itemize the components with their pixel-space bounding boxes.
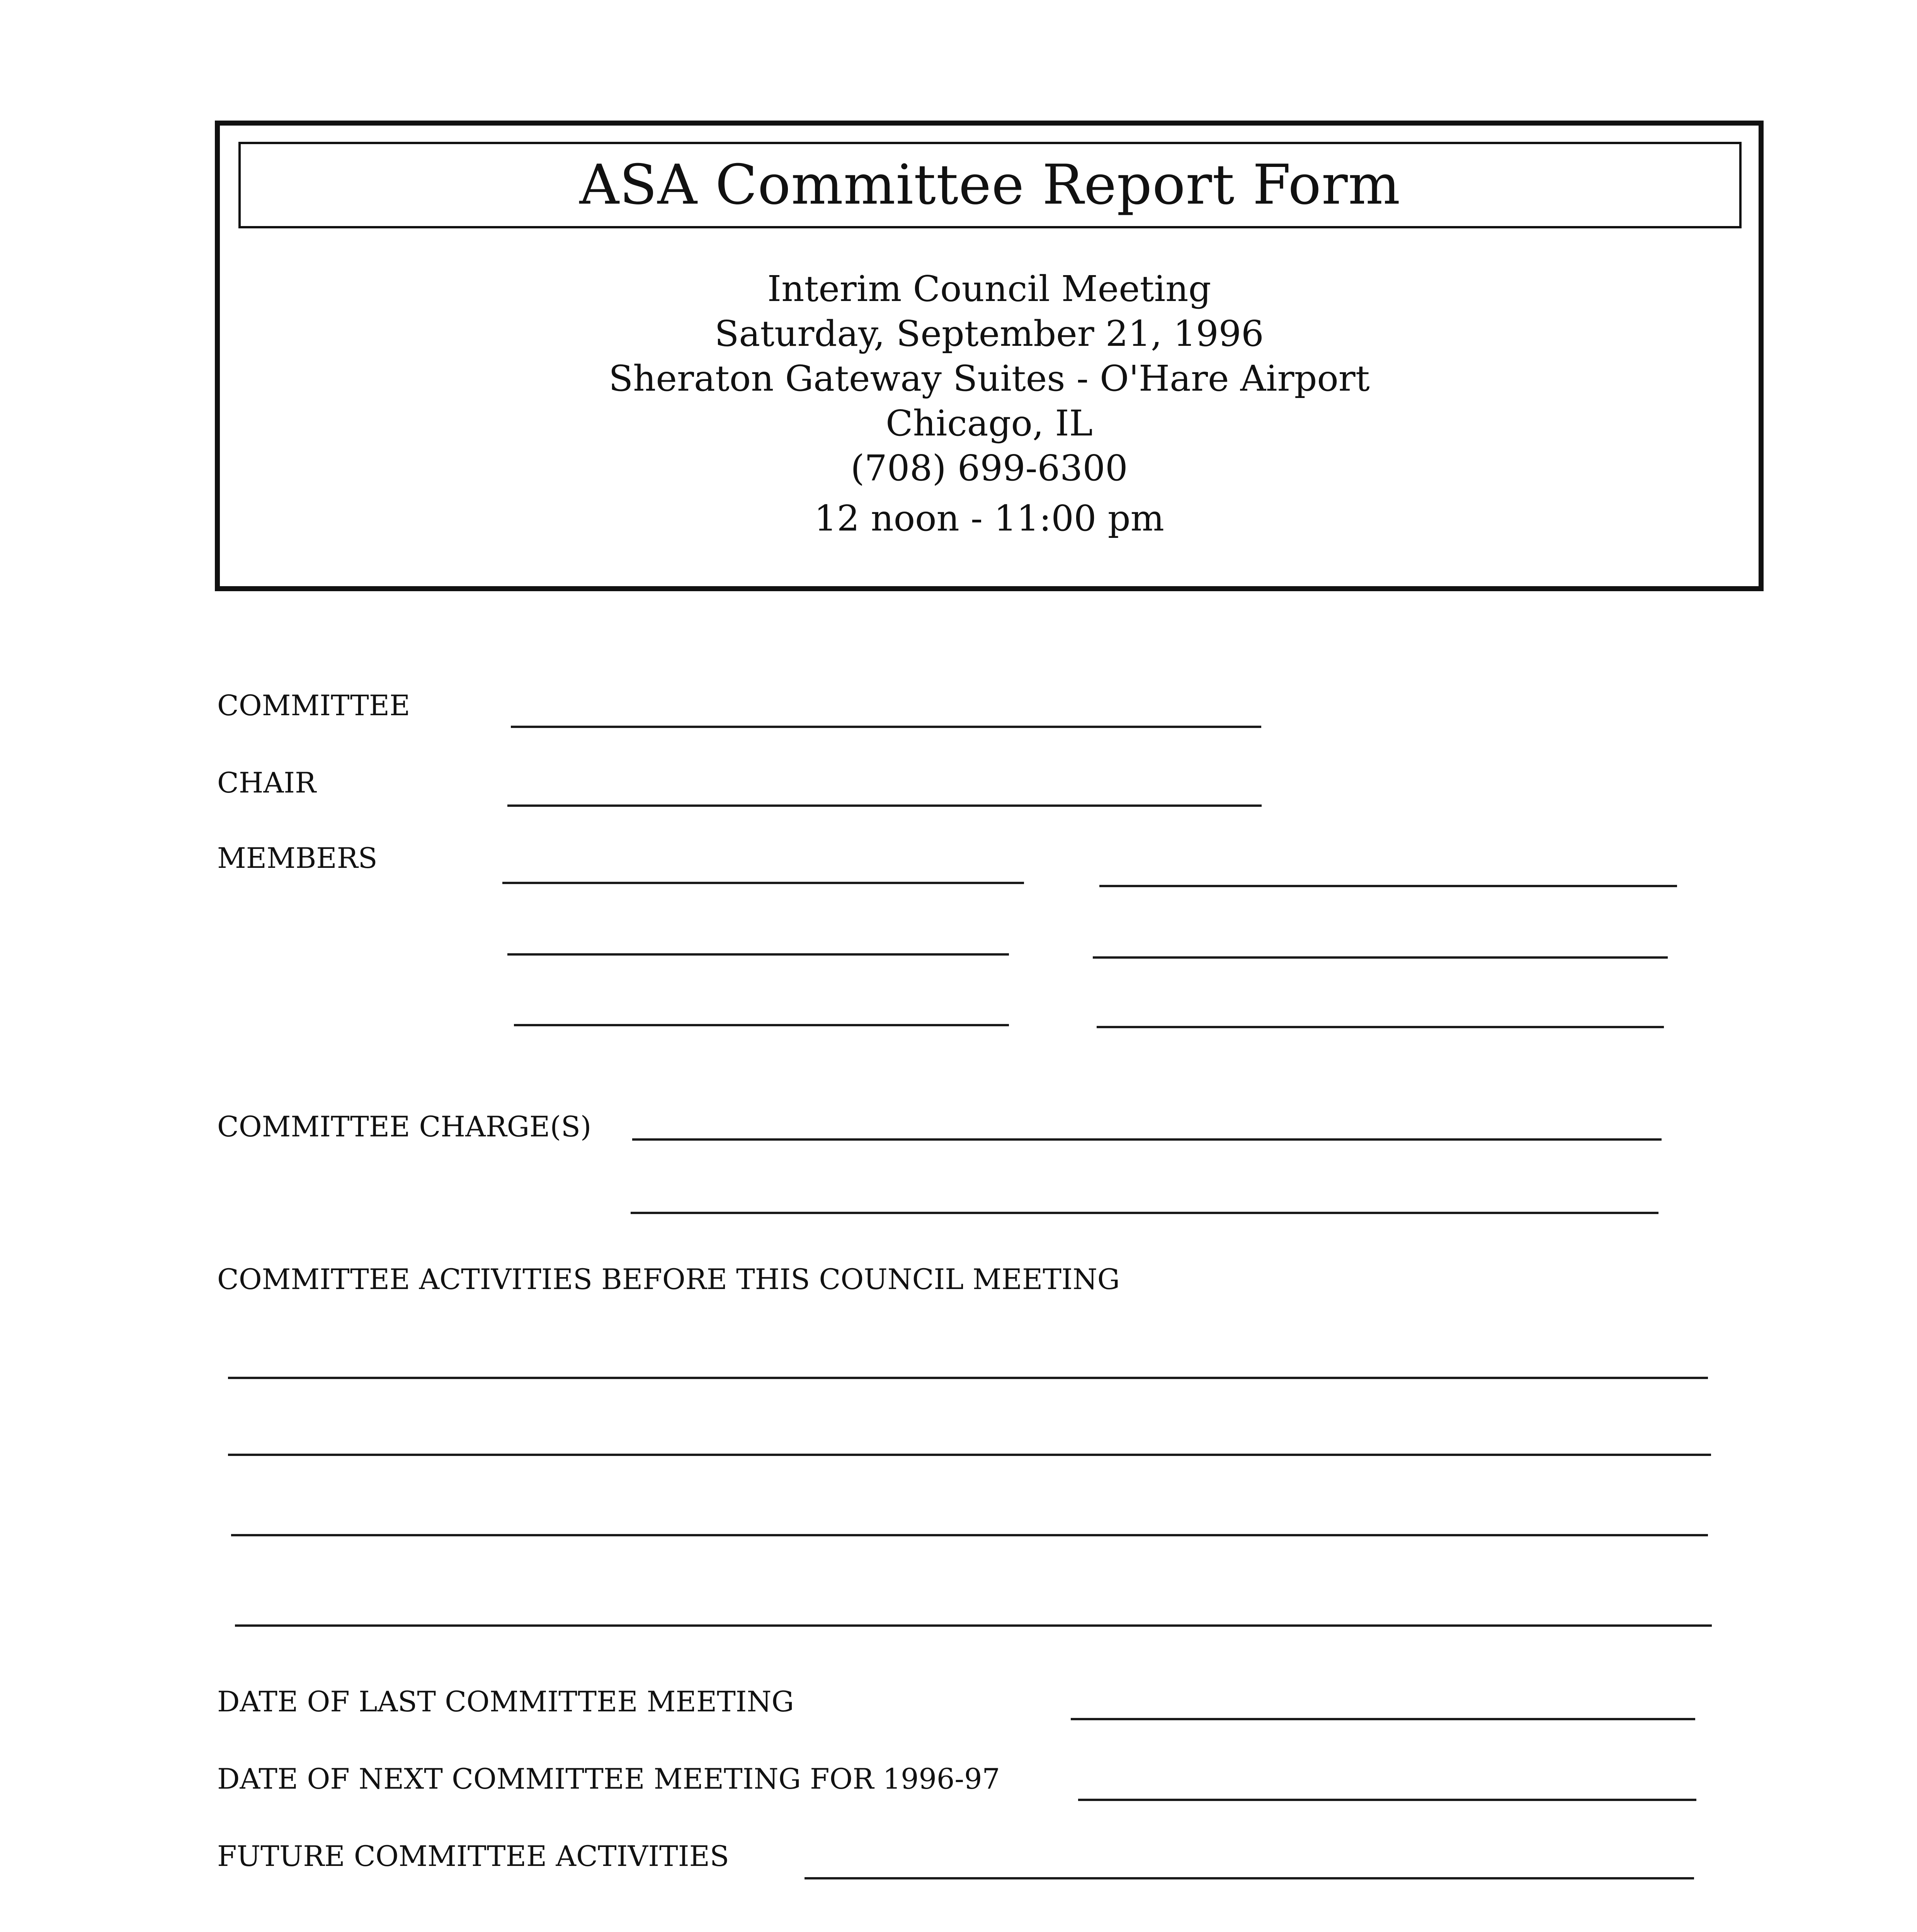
- next-meeting-field[interactable]: [1078, 1799, 1696, 1801]
- member-field-5[interactable]: [514, 1024, 1009, 1026]
- charges-field-2[interactable]: [631, 1212, 1658, 1214]
- member-field-4[interactable]: [1093, 956, 1668, 959]
- meeting-date: Saturday, September 21, 1996: [714, 313, 1264, 354]
- committee-field[interactable]: [511, 726, 1261, 728]
- future-activities-field-1[interactable]: [805, 1877, 1694, 1879]
- next-meeting-label: DATE OF NEXT COMMITTEE MEETING FOR 1996-97: [217, 1763, 1000, 1796]
- last-meeting-field[interactable]: [1071, 1718, 1695, 1720]
- meeting-phone: (708) 699-6300: [850, 447, 1128, 489]
- meeting-name: Interim Council Meeting: [767, 268, 1211, 310]
- activities-before-field-4[interactable]: [235, 1624, 1712, 1627]
- chair-field[interactable]: [507, 804, 1262, 807]
- members-label: MEMBERS: [217, 842, 378, 875]
- header-box: [215, 121, 1764, 591]
- charges-label: COMMITTEE CHARGE(S): [217, 1111, 592, 1143]
- member-field-2[interactable]: [1099, 885, 1677, 887]
- activities-before-field-3[interactable]: [231, 1534, 1708, 1536]
- meeting-info: [220, 267, 1759, 541]
- future-activities-label: FUTURE COMMITTEE ACTIVITIES: [217, 1840, 729, 1873]
- member-field-3[interactable]: [507, 953, 1009, 956]
- member-field-6[interactable]: [1097, 1026, 1664, 1028]
- activities-before-field-1[interactable]: [228, 1377, 1708, 1379]
- chair-label: CHAIR: [217, 767, 316, 799]
- activities-before-field-2[interactable]: [228, 1454, 1711, 1456]
- meeting-hours: 12 noon - 11:00 pm: [814, 498, 1164, 539]
- charges-field-1[interactable]: [632, 1138, 1662, 1141]
- committee-label: COMMITTEE: [217, 689, 410, 722]
- activities-before-label: COMMITTEE ACTIVITIES BEFORE THIS COUNCIL MEETING: [217, 1263, 1120, 1296]
- member-field-1[interactable]: [502, 882, 1024, 884]
- last-meeting-label: DATE OF LAST COMMITTEE MEETING: [217, 1685, 794, 1718]
- form-title: ASA Committee Report Form: [579, 153, 1401, 217]
- meeting-city: Chicago, IL: [886, 403, 1093, 444]
- meeting-venue: Sheraton Gateway Suites - O'Hare Airport: [609, 358, 1370, 399]
- title-box: [238, 142, 1742, 228]
